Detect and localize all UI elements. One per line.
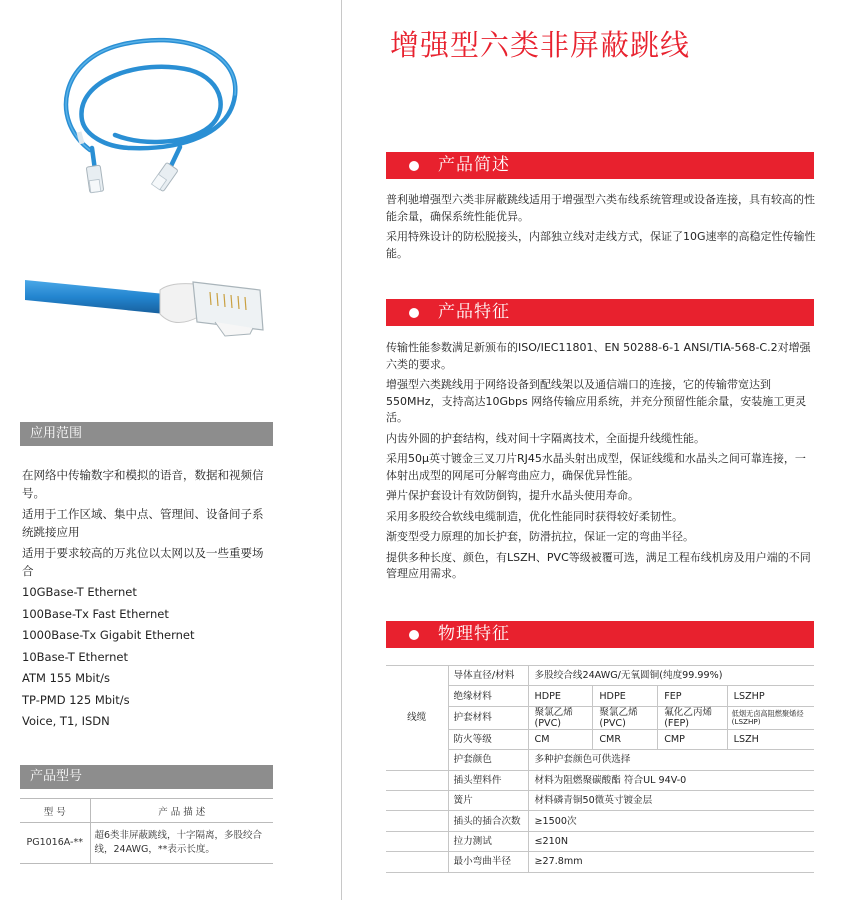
paragraph: 普利驰增强型六类非屏蔽跳线适用于增强型六类布线系统管理或设备连接，具有较高的性能余量，确保系统性能优异。	[386, 193, 815, 223]
group-blank	[386, 790, 448, 810]
spec-label: 插头的插合次数	[448, 811, 528, 831]
table-row	[386, 706, 814, 729]
table-row	[386, 666, 814, 686]
spec-value: FEP	[658, 686, 727, 706]
column-divider	[341, 0, 342, 900]
section-title: 物理特征	[438, 624, 510, 644]
table-row	[386, 790, 814, 810]
spec-value: 多股绞合线24AWG/无氧圆铜(纯度99.99%)	[528, 666, 814, 686]
spec-value: CM	[528, 729, 593, 749]
spec-label: 护套颜色	[448, 750, 528, 770]
spec-label: 簧片	[448, 790, 528, 810]
spec-value: CMR	[593, 729, 658, 749]
bullet-dot-icon	[409, 308, 419, 318]
spec-label: 导体直径/材料	[448, 666, 528, 686]
group-blank	[386, 852, 448, 872]
spec-value: 低烟无卤高阻燃聚烯烃(LSZHP)	[727, 706, 814, 729]
spec-value: LSZHP	[727, 686, 814, 706]
list-item: TP-PMD 125 Mbit/s	[22, 692, 130, 707]
model-description: 超6类非屏蔽跳线，十字隔离，多股绞合线，24AWG，**表示长度。	[90, 823, 273, 864]
application-list	[22, 467, 272, 735]
spec-label: 防火等级	[448, 729, 528, 749]
overview-header	[386, 152, 814, 179]
spec-value: HDPE	[528, 686, 593, 706]
list-item: 100Base-Tx Fast Ethernet	[22, 606, 169, 621]
table-row	[386, 831, 814, 851]
list-item: ATM 155 Mbit/s	[22, 671, 110, 685]
spec-value: 材料为阻燃聚碳酸酯 符合UL 94V-0	[528, 770, 814, 790]
spec-value: LSZH	[727, 729, 814, 749]
column-header-description: 产 品 描 述	[90, 799, 273, 823]
list-item: 10Base-T Ethernet	[22, 649, 128, 664]
list-item: 适用于要求较高的万兆位以太网以及一些重要场合	[22, 546, 264, 578]
group-blank	[386, 811, 448, 831]
table-row	[386, 750, 814, 770]
spec-value: ≤210N	[528, 831, 814, 851]
bullet-dot-icon	[409, 161, 419, 171]
spec-value: 多种护套颜色可供选择	[528, 750, 814, 770]
paragraph: 采用多股绞合软线电缆制造，优化性能同时获得较好柔韧性。	[386, 509, 683, 523]
table-row	[386, 852, 814, 872]
spec-value: 材料磷青铜50微英寸镀金层	[528, 790, 814, 810]
paragraph: 传输性能参数满足新颁布的ISO/IEC11801、EN 50288-6-1 ANSI/TIA-568-C.2对增强六类的要求。	[386, 341, 811, 371]
spec-value: 聚氯乙烯(PVC)	[593, 706, 658, 729]
paragraph: 增强型六类跳线用于网络设备到配线架以及通信端口的连接，它的传输带宽达到550MHz，支持高达10Gbps 网络传输应用系统，并充分预留性能余量，安装施工更灵活。	[386, 378, 807, 424]
paragraph: 弹片保护套设计有效防倒钩，提升水晶头使用寿命。	[386, 489, 639, 502]
list-item: 1000Base-Tx Gigabit Ethernet	[22, 628, 195, 642]
physical-spec-table	[386, 665, 814, 873]
section-title: 产品特征	[438, 302, 510, 322]
paragraph: 渐变型受力原理的加长护套，防滑抗拉，保证一定的弯曲半径。	[386, 530, 694, 543]
list-item: 10GBase-T Ethernet	[22, 585, 137, 599]
spec-label: 最小弯曲半径	[448, 852, 528, 872]
list-item: Voice, T1, ISDN	[22, 714, 110, 728]
application-header: 应用范围	[20, 422, 273, 446]
spec-label: 拉力测试	[448, 831, 528, 851]
list-item: 适用于工作区域、集中点、管理间、设备间子系统跳接应用	[22, 507, 264, 539]
spec-value: ≥1500次	[528, 811, 814, 831]
section-title: 产品简述	[438, 155, 510, 175]
spec-value: 聚氯乙烯(PVC)	[528, 706, 593, 729]
overview-text	[386, 192, 816, 266]
spec-value: 氟化乙丙烯(FEP)	[658, 706, 727, 729]
paragraph: 提供多种长度、颜色，有LSZH、PVC等级被覆可选，满足工程布线机房及用户端的不同管理应用需求。	[386, 550, 811, 580]
spec-value: CMP	[658, 729, 727, 749]
rj45-plug-image	[25, 270, 275, 345]
spec-label: 绝缘材料	[448, 686, 528, 706]
table-row	[20, 823, 273, 864]
group-blank	[386, 831, 448, 851]
list-item: 在网络中传输数字和模拟的语音，数据和视频信号。	[22, 468, 264, 500]
table-row	[386, 686, 814, 706]
physical-header	[386, 621, 814, 648]
model-table	[20, 798, 273, 864]
spec-label: 护套材料	[448, 706, 528, 729]
table-row	[386, 811, 814, 831]
spec-value: HDPE	[593, 686, 658, 706]
table-row	[386, 729, 814, 749]
column-header-model: 型 号	[20, 799, 90, 823]
group-blank	[386, 770, 448, 790]
model-code: PG1016A-**	[20, 823, 90, 864]
table-row	[386, 770, 814, 790]
features-text	[386, 340, 816, 587]
paragraph: 采用特殊设计的防松脱接头，内部独立线对走线方式，保证了10G速率的高稳定性传输性能。	[386, 230, 816, 260]
coiled-cable-image	[30, 20, 260, 210]
paragraph: 内齿外圆的护套结构，线对间十字隔离技术，全面提升线缆性能。	[386, 431, 705, 445]
bullet-dot-icon	[409, 630, 419, 640]
paragraph: 采用50μ英寸镀金三叉刀片RJ45水晶头射出成型，保证线缆和水晶头之间可靠连接，一体射出成型的网尾可分解弯曲应力，确保优异性能。	[386, 452, 806, 482]
models-header: 产品型号	[20, 765, 273, 789]
spec-value: ≥27.8mm	[528, 852, 814, 872]
cable-group-label: 线缆	[386, 666, 448, 771]
page-title: 增强型六类非屏蔽跳线	[390, 28, 691, 62]
left-column	[0, 0, 300, 900]
spec-label: 插头塑料件	[448, 770, 528, 790]
features-header	[386, 299, 814, 326]
